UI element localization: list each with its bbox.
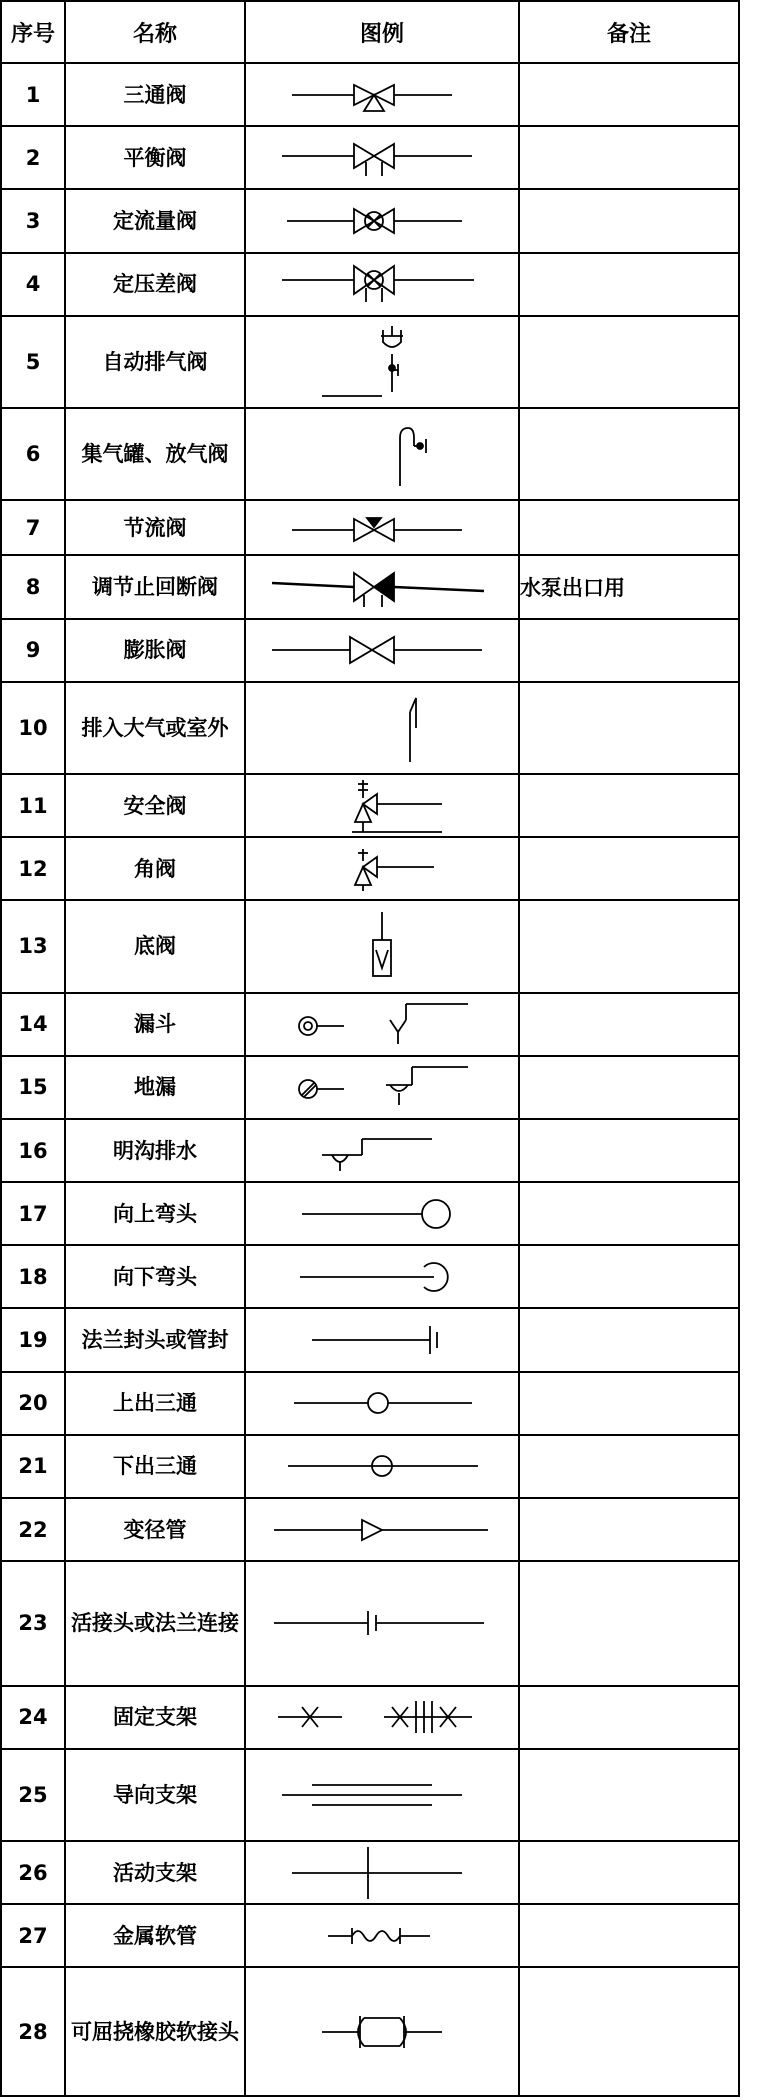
table-row [1, 316, 739, 408]
upward-elbow-icon [282, 1194, 482, 1234]
sliding-support-icon [272, 1845, 492, 1901]
row-number: 11 [1, 774, 65, 837]
row-remark [519, 682, 739, 774]
flange-cap-icon [282, 1320, 482, 1360]
header-remark: 备注 [519, 1, 739, 63]
row-remark [519, 1245, 739, 1308]
expansion-valve-icon [272, 630, 492, 670]
differential-pressure-valve-icon [282, 262, 482, 306]
row-remark [519, 619, 739, 682]
row-remark [519, 1686, 739, 1749]
open-drain-icon [282, 1129, 482, 1173]
table-row [1, 189, 739, 252]
table-row [1, 837, 739, 900]
row-name: 节流阀 [65, 500, 245, 555]
row-name: 漏斗 [65, 993, 245, 1056]
row-number: 21 [1, 1435, 65, 1498]
row-number: 2 [1, 126, 65, 189]
row-name: 安全阀 [65, 774, 245, 837]
row-remark [519, 253, 739, 316]
header-name: 名称 [65, 1, 245, 63]
table-row [1, 126, 739, 189]
row-remark [519, 1308, 739, 1371]
row-remark [519, 1182, 739, 1245]
air-collector-icon [282, 416, 482, 492]
row-name: 自动排气阀 [65, 316, 245, 408]
row-name: 向上弯头 [65, 1182, 245, 1245]
row-number: 14 [1, 993, 65, 1056]
row-remark [519, 408, 739, 500]
table-row [1, 619, 739, 682]
row-remark [519, 837, 739, 900]
row-number: 18 [1, 1245, 65, 1308]
row-name: 明沟排水 [65, 1119, 245, 1182]
row-name: 三通阀 [65, 63, 245, 126]
row-remark [519, 900, 739, 992]
vent-to-atmosphere-icon [282, 692, 482, 764]
row-name: 地漏 [65, 1056, 245, 1119]
row-number: 23 [1, 1561, 65, 1685]
tee-up-icon [282, 1383, 482, 1423]
row-number: 8 [1, 555, 65, 618]
row-remark [519, 1056, 739, 1119]
row-name: 定流量阀 [65, 189, 245, 252]
row-name: 膨胀阀 [65, 619, 245, 682]
constant-flow-valve-icon [282, 201, 482, 241]
table-row [1, 682, 739, 774]
row-number: 7 [1, 500, 65, 555]
check-valve-icon [272, 565, 492, 609]
row-name: 下出三通 [65, 1435, 245, 1498]
tee-down-icon [282, 1446, 482, 1486]
table-row [1, 555, 739, 618]
row-number: 12 [1, 837, 65, 900]
row-number: 4 [1, 253, 65, 316]
three-way-valve-icon [282, 75, 482, 115]
floor-drain-icon [282, 1063, 482, 1111]
guide-support-icon [272, 1775, 492, 1815]
row-number: 15 [1, 1056, 65, 1119]
reducer-icon [272, 1510, 492, 1550]
table-row [1, 900, 739, 992]
row-number: 26 [1, 1841, 65, 1904]
row-number: 20 [1, 1372, 65, 1435]
row-remark [519, 1372, 739, 1435]
table-row [1, 1904, 739, 1967]
safety-valve-icon [282, 778, 482, 834]
row-name: 金属软管 [65, 1904, 245, 1967]
table-row [1, 993, 739, 1056]
row-number: 16 [1, 1119, 65, 1182]
row-name: 上出三通 [65, 1372, 245, 1435]
table-row [1, 1245, 739, 1308]
row-number: 25 [1, 1749, 65, 1841]
row-number: 1 [1, 63, 65, 126]
table-row [1, 1686, 739, 1749]
row-number: 9 [1, 619, 65, 682]
table-row [1, 774, 739, 837]
metal-hose-icon [282, 1916, 482, 1956]
row-name: 法兰封头或管封 [65, 1308, 245, 1371]
header-index: 序号 [1, 1, 65, 63]
row-remark [519, 63, 739, 126]
row-remark [519, 500, 739, 555]
row-remark [519, 316, 739, 408]
row-number: 27 [1, 1904, 65, 1967]
row-remark [519, 189, 739, 252]
header-legend: 图例 [245, 1, 519, 63]
table-row [1, 1841, 739, 1904]
row-number: 22 [1, 1498, 65, 1561]
angle-valve-icon [282, 845, 482, 893]
balance-valve-icon [282, 138, 482, 178]
row-remark [519, 1749, 739, 1841]
table-row [1, 408, 739, 500]
row-name: 角阀 [65, 837, 245, 900]
row-name: 定压差阀 [65, 253, 245, 316]
header-row [1, 1, 739, 63]
row-remark [519, 1904, 739, 1967]
row-number: 17 [1, 1182, 65, 1245]
foot-valve-icon [282, 910, 482, 982]
row-remark [519, 1561, 739, 1685]
table-row [1, 253, 739, 316]
table-row [1, 1435, 739, 1498]
row-name: 底阀 [65, 900, 245, 992]
row-number: 19 [1, 1308, 65, 1371]
table-row [1, 500, 739, 555]
row-number: 3 [1, 189, 65, 252]
row-name: 导向支架 [65, 1749, 245, 1841]
row-remark [519, 1967, 739, 2096]
table-row [1, 1182, 739, 1245]
row-name: 向下弯头 [65, 1245, 245, 1308]
row-name: 活动支架 [65, 1841, 245, 1904]
table-row [1, 1749, 739, 1841]
automatic-air-vent-icon [282, 324, 482, 400]
row-name: 调节止回断阀 [65, 555, 245, 618]
table-row [1, 63, 739, 126]
row-name: 排入大气或室外 [65, 682, 245, 774]
row-remark [519, 1435, 739, 1498]
funnel-icon [282, 1000, 482, 1048]
row-remark [519, 993, 739, 1056]
row-remark [519, 1498, 739, 1561]
row-name: 活接头或法兰连接 [65, 1561, 245, 1685]
row-number: 24 [1, 1686, 65, 1749]
table-row [1, 1056, 739, 1119]
row-remark [519, 126, 739, 189]
table-row [1, 1308, 739, 1371]
row-remark [519, 774, 739, 837]
row-name: 集气罐、放气阀 [65, 408, 245, 500]
table-row [1, 1561, 739, 1685]
row-remark: 水泵出口用 [519, 555, 739, 618]
row-number: 6 [1, 408, 65, 500]
row-number: 5 [1, 316, 65, 408]
row-remark [519, 1119, 739, 1182]
row-number: 28 [1, 1967, 65, 2096]
row-name: 可屈挠橡胶软接头 [65, 1967, 245, 2096]
table-row [1, 1372, 739, 1435]
fixed-support-icon [272, 1697, 492, 1737]
flexible-rubber-joint-icon [282, 2002, 482, 2062]
downward-elbow-icon [282, 1257, 482, 1297]
row-name: 固定支架 [65, 1686, 245, 1749]
row-number: 13 [1, 900, 65, 992]
throttle-valve-icon [282, 510, 482, 546]
row-remark [519, 1841, 739, 1904]
row-number: 10 [1, 682, 65, 774]
table-row [1, 1498, 739, 1561]
row-name: 平衡阀 [65, 126, 245, 189]
union-flange-icon [272, 1603, 492, 1643]
table-row [1, 1967, 739, 2096]
table-row [1, 1119, 739, 1182]
row-name: 变径管 [65, 1498, 245, 1561]
